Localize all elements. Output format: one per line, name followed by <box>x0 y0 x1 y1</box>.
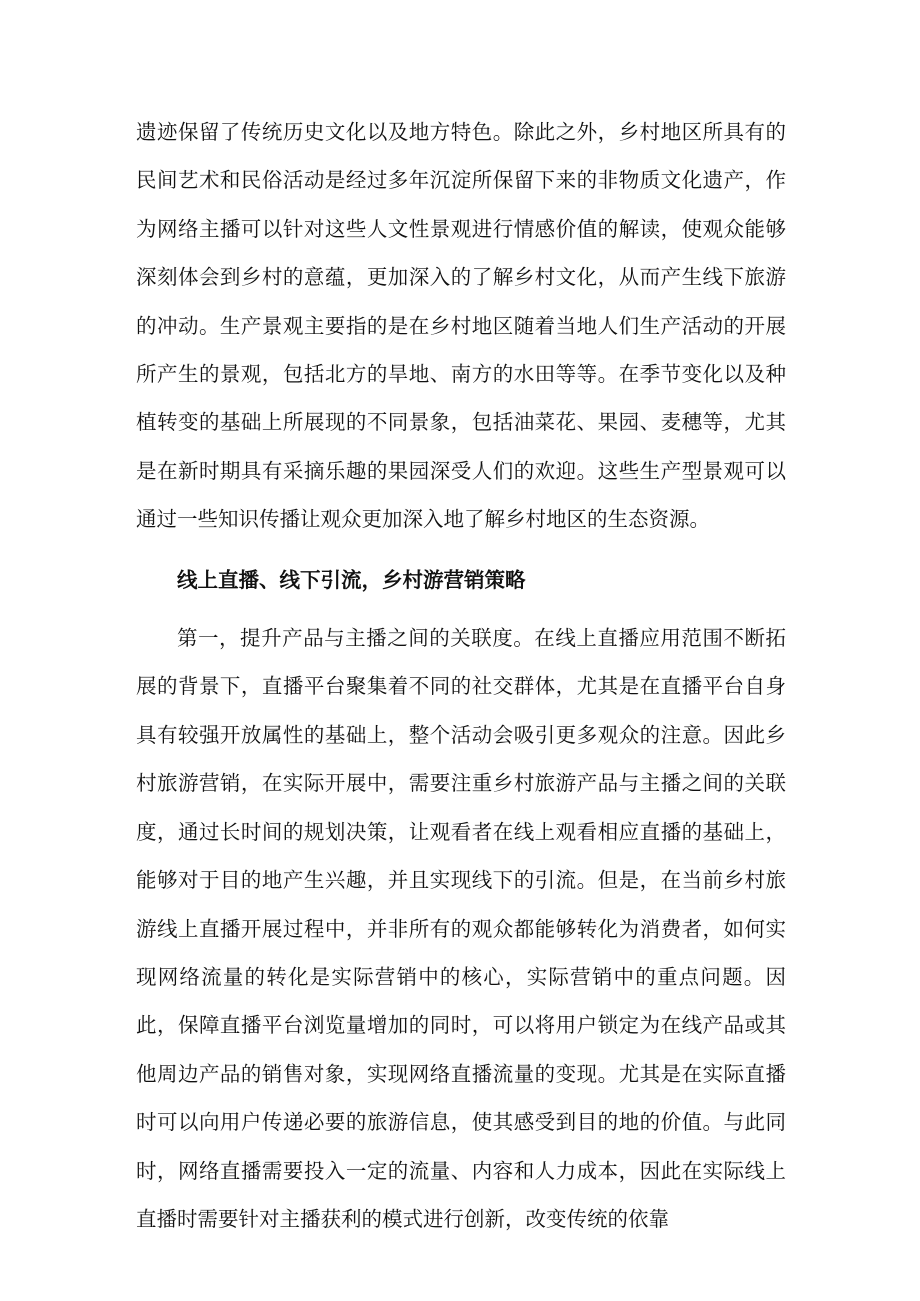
body-paragraph: 第一，提升产品与主播之间的关联度。在线上直播应用范围不断拓展的背景下，直播平台聚集着不同的社交群体，尤其是在直播平台自身具有较强开放属性的基础上，整个活动会吸引更多观众的注意。因此乡村旅游营销，在实际开展中，需要注重乡村旅游产品与主播之间的关联度，通过长时间的规划决策，让观看者在线上观看相应直播的基础上，能够对于目的地产生兴趣，并且实现线下的引流。但是，在当前乡村旅游线上直播开展过程中，并非所有的观众都能够转化为消费者，如何实现网络流量的转化是实际营销中的核心，实际营销中的重点问题。因此，保障直播平台浏览量增加的同时，可以将用户锁定为在线产品或其他周边产品的销售对象，实现网络直播流量的变现。尤其是在实际直播时可以向用户传递必要的旅游信息，使其感受到目的地的价值。与此同时，网络直播需要投入一定的流量、内容和人力成本，因此在实际线上直播时需要针对主播获利的模式进行创新，改变传统的依靠 <box>136 626 786 1231</box>
section-heading: 线上直播、线下引流，乡村游营销策略 <box>177 567 526 592</box>
document-page <box>136 108 786 1243</box>
body-paragraph: 遗迹保留了传统历史文化以及地方特色。除此之外，乡村地区所具有的民间艺术和民俗活动是经过多年沉淀所保留下来的非物质文化遗产，作为网络主播可以针对这些人文性景观进行情感价值的解读，使观众能够深刻体会到乡村的意蕴，更加深入的了解乡村文化，从而产生线下旅游的冲动。生产景观主要指的是在乡村地区随着当地人们生产活动的开展所产生的景观，包括北方的旱地、南方的水田等等。在季节变化以及种植转变的基础上所展现的不同景象，包括油菜花、果园、麦穗等，尤其是在新时期具有采摘乐趣的果园深受人们的欢迎。这些生产型景观可以通过一些知识传播让观众更加深入地了解乡村地区的生态资源。 <box>136 120 786 532</box>
